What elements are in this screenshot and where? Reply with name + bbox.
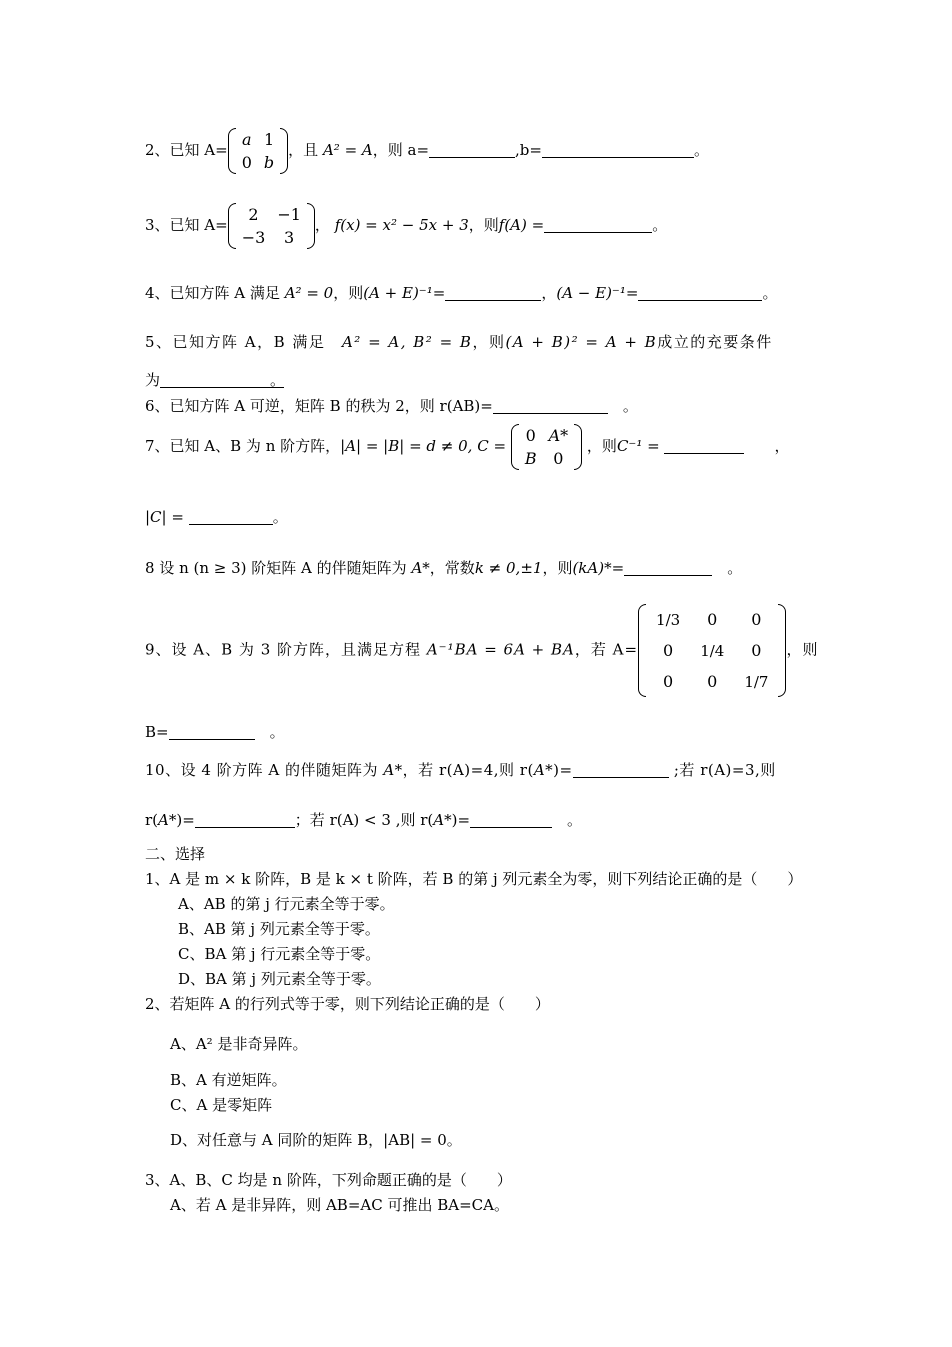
q2-end: 。 [693,141,709,159]
q9-then: ，则 [786,640,819,659]
q4-end: 。 [762,284,778,302]
choice-option[interactable]: D、对任意与 A 同阶的矩阵 B，|AB| = 0。 [170,1131,462,1149]
q10-text: ，若 r(A)=4,则 r( [402,761,534,779]
q10-eq-2: )= [176,811,195,829]
choice-1-stem: 1、A 是 m × k 阶阵，B 是 k × t 阶阵，若 B 的第 j 列元素全为零，则下列结论正确的是（ ） [145,870,803,888]
matrix-cell: 0 [663,672,674,691]
q3-end: 。 [652,216,668,234]
choice-option[interactable]: B、AB 第 j 列元素全等于零。 [178,920,380,938]
q7-inverse: C⁻¹ = [616,437,660,455]
q3-prefix: 3、已知 A= [145,216,228,234]
answer-blank[interactable] [160,371,284,388]
q5-text: ，则 [472,333,506,351]
q5-end: 。 [270,371,286,389]
matrix-cell: 1/3 [656,611,681,629]
q10-r: r( [145,811,159,829]
q7-condition: |A| = |B| = d ≠ 0, C = [340,437,507,455]
q2-prefix: 2、已知 A= [145,141,228,159]
matrix-cell: −3 [241,228,266,247]
q7-det: |C| = [145,508,184,526]
choice-3-stem: 3、A、B、C 均是 n 阶阵，下列命题正确的是（ ） [145,1171,512,1189]
choice-option[interactable]: A、若 A 是非异阵，则 AB=AC 可推出 BA=CA。 [170,1196,509,1214]
q4-eq-2: = [625,284,639,302]
matrix-cell: 3 [284,228,295,247]
question-5 [145,331,773,352]
q4-condition: A² = 0 [284,284,334,302]
question-7-cont [145,506,288,527]
q7-sep: ， [774,437,790,455]
q5-for: 为 [145,371,161,389]
q10-text-2: ;若 r(A)=3,则 [673,761,776,779]
q9-b: B= [145,723,169,741]
question-9 [145,604,818,697]
answer-blank[interactable] [542,141,694,158]
section-heading: 二、选择 [145,845,206,863]
q10-text-3: ；若 r(A) < 3 ,则 r( [294,811,434,829]
answer-blank[interactable] [169,723,255,740]
question-8 [145,557,742,578]
q2-text-2: ，则 a= [372,141,430,159]
q4-prefix: 4、已知方阵 A 满足 [145,284,280,302]
q4-sep: ， [541,284,557,302]
q10-eq-3: )= [451,811,471,829]
q8-adjoint: A* [411,559,430,577]
q10-adjoint-2: A* [533,761,554,779]
matrix-a-q2 [228,128,288,174]
q3-function: f(x) = x² − 5x + 3 [334,216,469,234]
question-10 [145,759,776,780]
matrix-cell: 0 [707,610,718,629]
question-5-cont [145,369,285,390]
q10-eq: )= [553,761,573,779]
q5-equation: (A + B)² = A + B [505,333,658,351]
q9-end: 。 [269,723,285,741]
question-7 [145,424,790,470]
choice-2-stem: 2、若矩阵 A 的行列式等于零，则下列结论正确的是（ ） [145,995,550,1013]
q8-prefix: 8 设 n (n ≥ 3) 阶矩阵 A 的伴随矩阵为 [145,559,407,577]
answer-blank[interactable] [470,811,552,828]
matrix-c-q7 [511,424,582,470]
matrix-cell: B [524,449,537,468]
question-6 [145,395,638,416]
q8-expr: (kA)* [572,559,612,577]
choice-option[interactable]: A、A² 是非奇异阵。 [170,1035,308,1053]
q8-eq: = [611,559,625,577]
matrix-cell: 0 [241,153,252,172]
q9-text: ，若 A= [574,640,639,659]
matrix-cell: 0 [553,449,564,468]
choice-option[interactable]: C、A 是零矩阵 [170,1096,273,1114]
q10-adjoint: A* [383,761,403,779]
q3-fa: f(A) = [498,216,545,234]
question-9-cont [145,721,285,742]
answer-blank[interactable] [195,811,295,828]
matrix-cell: 1 [263,130,275,149]
q9-equation: A⁻¹BA = 6A + BA [426,640,575,659]
matrix-cell: 0 [751,610,762,629]
q6-text: 6、已知方阵 A 可逆，矩阵 B 的秩为 2，则 r(AB)= [145,397,493,415]
q10-adjoint-4: A* [433,811,452,829]
q8-end: 。 [727,559,743,577]
q6-end: 。 [622,397,638,415]
matrix-a-q3 [228,203,315,249]
q8-text: ，常数 [429,559,475,577]
matrix-cell: b [263,153,275,172]
q4-expr-2: (A − E)⁻¹ [556,284,626,302]
choice-option[interactable]: A、AB 的第 j 行元素全等于零。 [178,895,395,913]
q10-prefix: 10、设 4 阶方阵 A 的伴随矩阵为 [145,761,379,779]
q3-text: ， [314,216,330,234]
q8-k: k ≠ 0,±1 [474,559,543,577]
question-3 [145,203,667,249]
answer-blank[interactable] [624,559,712,576]
question-2 [145,128,709,174]
answer-blank[interactable] [638,284,762,301]
q7-text: ，则 [586,437,617,455]
q2-text: ，且 [288,141,319,159]
answer-blank[interactable] [573,761,669,778]
q4-eq: = [432,284,446,302]
choice-option[interactable]: C、BA 第 j 行元素全等于零。 [178,945,381,963]
matrix-cell: 1/7 [744,673,769,691]
q10-end: 。 [567,811,583,829]
matrix-cell: 2 [248,205,259,224]
answer-blank[interactable] [429,141,515,158]
matrix-cell: 0 [751,641,762,660]
q8-text-2: ，则 [542,559,573,577]
matrix-cell: A* [548,426,569,445]
answer-blank[interactable] [445,284,541,301]
matrix-cell: 0 [663,641,674,660]
q5-text-2: 成立的充要条件 [657,333,773,351]
question-10-cont [145,809,582,830]
q2-equation: A² = A [322,141,373,159]
q4-expr-1: (A + E)⁻¹ [363,284,433,302]
matrix-cell: 0 [525,426,536,445]
q4-text: ，则 [333,284,364,302]
matrix-cell: a [242,130,252,149]
q9-prefix: 9、设 A、B 为 3 阶方阵，且满足方程 [145,640,422,659]
choice-option[interactable]: D、BA 第 j 列元素全等于零。 [178,970,381,988]
q3-text-2: ，则 [468,216,499,234]
choice-option[interactable]: B、A 有逆矩阵。 [170,1071,287,1089]
answer-blank[interactable] [664,437,744,454]
q7-end: 。 [272,508,288,526]
answer-blank[interactable] [189,508,273,525]
answer-blank[interactable] [544,216,652,233]
question-4 [145,282,777,303]
matrix-a-q9 [638,604,786,697]
matrix-cell: 0 [707,672,718,691]
q2-text-3: ,b= [515,141,542,159]
q10-adjoint-3: A* [158,811,177,829]
matrix-cell: −1 [277,205,301,224]
answer-blank[interactable] [493,397,608,414]
q5-prefix: 5、已知方阵 A，B 满足 [145,333,326,351]
matrix-cell: 1/4 [700,642,725,660]
q7-prefix: 7、已知 A、B 为 n 阶方阵， [145,437,341,455]
q5-condition: A² = A, B² = B [341,333,473,351]
